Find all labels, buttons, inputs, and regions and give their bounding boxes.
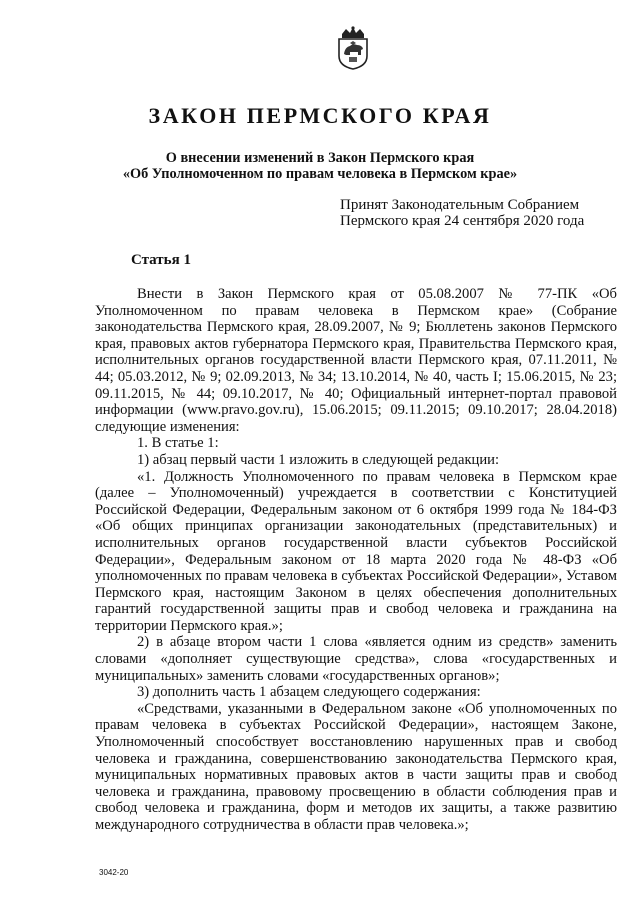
article-paragraph: 2) в абзаце втором части 1 слова «является одним из средств» заменить словами «дополняет существующие средства», слова «государственных и муниципальных» заменить словами «государственных органов»; [95, 634, 617, 684]
article-paragraph: «1. Должность Уполномоченного по правам человека в Пермском крае (далее – Уполномоченный) учреждается в соответствии с Конституцией Российской Федерации, Федеральным законом от 6 октября 1999 года № 184-ФЗ «Об общих принципах организации законодательных (представительных) и исполнительных органов государственной власти субъектов Российской Федерации», Федеральным законом от 18 марта 2020 года № 48-ФЗ «Об уполномоченных по правам человека в субъектах Российской Федерации», Уставом Пермского края, настоящим Законом в целях обеспечения дополнительных гарантий государственной защиты прав и свобод человека и гражданина на территории Пермского края.»; [95, 468, 617, 634]
article-paragraph: 3) дополнить часть 1 абзацем следующего содержания: [137, 684, 481, 701]
document-code: 3042-20 [99, 868, 129, 877]
law-subtitle-line-2: «Об Уполномоченном по правам человека в Пермском крае» [122, 166, 518, 182]
adoption-note-line-2: Пермского края 24 сентября 2020 года [340, 213, 585, 229]
adoption-note-line-1: Принят Законодательным Собранием [340, 197, 580, 213]
coat-of-arms-icon [333, 26, 373, 70]
article-paragraph: Внести в Закон Пермского края от 05.08.2007 № 77-ПК «Об Уполномоченном по правам человека в Пермском крае» (Собрание законодательства Пермского края, 28.09.2007, № 9; Бюллетень законов Пермского края, правовых актов губернатора Пермского края, Правительства Пермского края, исполнительных органов государственной власти Пермского края, 07.11.2011, № 44; 05.03.2012, № 9; 02.09.2013, № 34; 13.10.2014, № 40, часть I; 15.06.2015, № 23; 09.11.2015, № 44; 09.10.2017, № 40; Официальный интернет-портал правовой информации (www.pravo.gov.ru), 15.06.2015; 09.11.2015; 09.10.2017; 28.04.2018) следующие изменения: [95, 286, 617, 435]
article-paragraph: «Средствами, указанными в Федеральном законе «Об уполномоченных по правам человека в субъектах Российской Федерации», настоящем Законе, Уполномоченный способствует восстановлению нарушенных прав и свобод человека и гражданина, совершенствованию законодательства Пермского края, муниципальных нормативных правовых актов в части защиты прав и свобод человека и гражданина, правовому просвещению в области соблюдения прав и свобод человека и гражданина, форм и методов их защиты, а также развитию международного сотрудничества в области прав человека.»; [95, 700, 617, 833]
law-subtitle-line-1: О внесении изменений в Закон Пермского края [165, 150, 475, 166]
article-paragraph: 1) абзац первый части 1 изложить в следующей редакции: [137, 451, 500, 468]
law-title: ЗАКОН ПЕРМСКОГО КРАЯ [148, 103, 492, 128]
article-body [95, 286, 617, 834]
article-heading: Статья 1 [131, 252, 191, 268]
article-paragraph: 1. В статье 1: [137, 435, 219, 452]
